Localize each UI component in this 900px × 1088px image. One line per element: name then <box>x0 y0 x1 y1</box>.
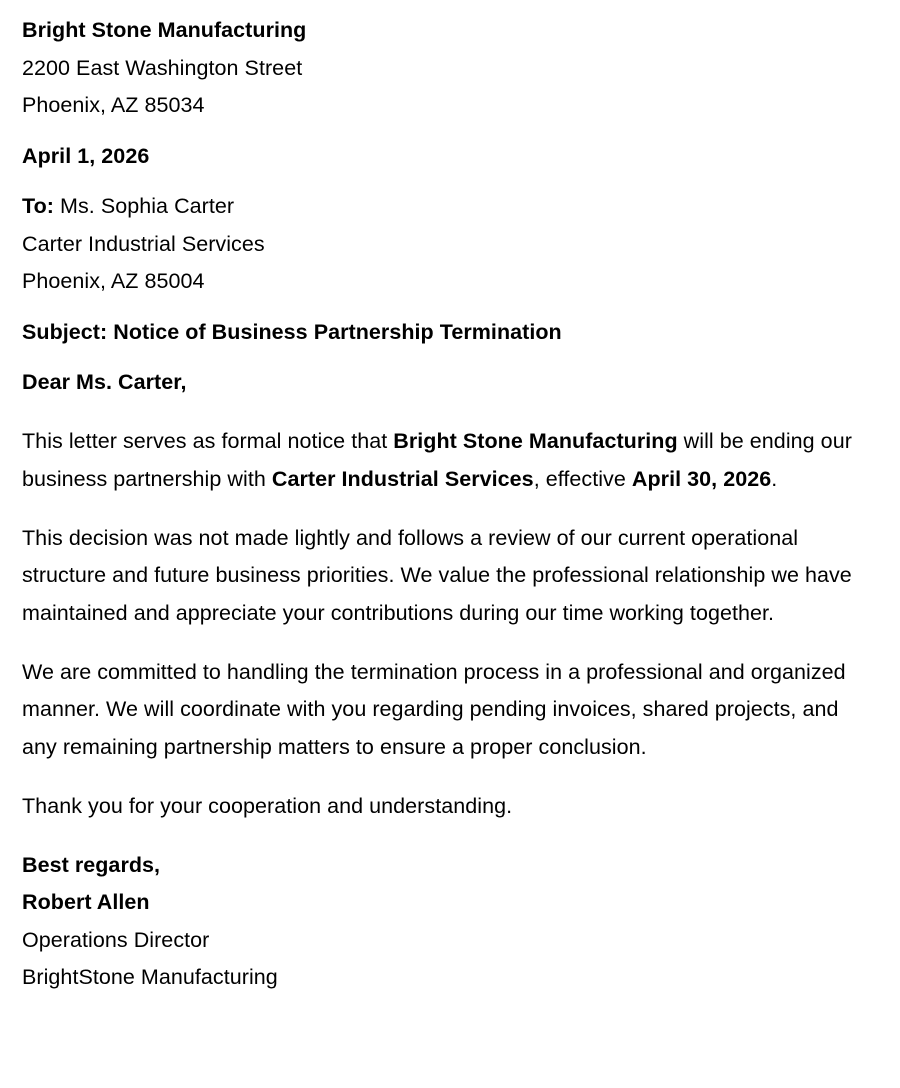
salutation: Dear Ms. Carter, <box>22 370 187 394</box>
paragraph-text: Thank you for your cooperation and understanding. <box>22 793 513 818</box>
para1-segment-4: . <box>771 466 778 491</box>
salutation-block <box>22 364 855 402</box>
body-paragraph-1 <box>22 423 855 498</box>
letter-date: April 1, 2026 <box>22 143 150 168</box>
body-paragraph-2 <box>22 520 855 633</box>
para1-segment-1: This letter serves as formal notice that <box>22 429 394 453</box>
recipient-company: Carter Industrial Services <box>22 231 265 256</box>
signature-block <box>22 847 855 997</box>
recipient-name-line <box>22 188 855 226</box>
paragraph-text: This decision was not made lightly and follows a review of our current operational structure and future business priorities. We value the professional relationship we have maintained and appreciate your contributions during our time working together. <box>22 525 852 625</box>
para1-bold-sender-company: Bright Stone Manufacturing <box>393 429 678 453</box>
sender-street-address: 2200 East Washington Street <box>22 55 303 80</box>
signature-name: Robert Allen <box>22 890 150 914</box>
recipient-city-state-zip: Phoenix, AZ 85004 <box>22 269 205 293</box>
subject-line: Subject: Notice of Business Partnership Termination <box>22 319 562 344</box>
para1-segment-3: , effective <box>533 466 632 491</box>
paragraph-text <box>22 423 855 498</box>
signature-closing: Best regards, <box>22 852 161 877</box>
para1-segment-2: will be ending our business partnership with <box>22 429 852 491</box>
date-block <box>22 138 855 176</box>
sender-company: Bright Stone Manufacturing <box>22 18 307 42</box>
signature-company: BrightStone Manufacturing <box>22 965 278 989</box>
sender-address-block <box>22 12 855 125</box>
paragraph-text: We are committed to handling the termination process in a professional and organized manner. We will coordinate with you regarding pending invoices, shared projects, and any remaining partnership matters to ensure a proper conclusion. <box>22 659 846 759</box>
subject-block <box>22 314 855 352</box>
recipient-to-label: To: <box>22 194 54 218</box>
sender-city-state-zip: Phoenix, AZ 85034 <box>22 93 205 117</box>
para1-bold-recipient-company: Carter Industrial Services <box>271 466 534 491</box>
para1-bold-effective-date: April 30, 2026 <box>631 466 772 491</box>
body-paragraph-3 <box>22 654 855 767</box>
recipient-name: Ms. Sophia Carter <box>53 194 235 218</box>
signature-title: Operations Director <box>22 927 210 952</box>
recipient-address-block <box>22 188 855 301</box>
body-paragraph-4 <box>22 788 855 826</box>
